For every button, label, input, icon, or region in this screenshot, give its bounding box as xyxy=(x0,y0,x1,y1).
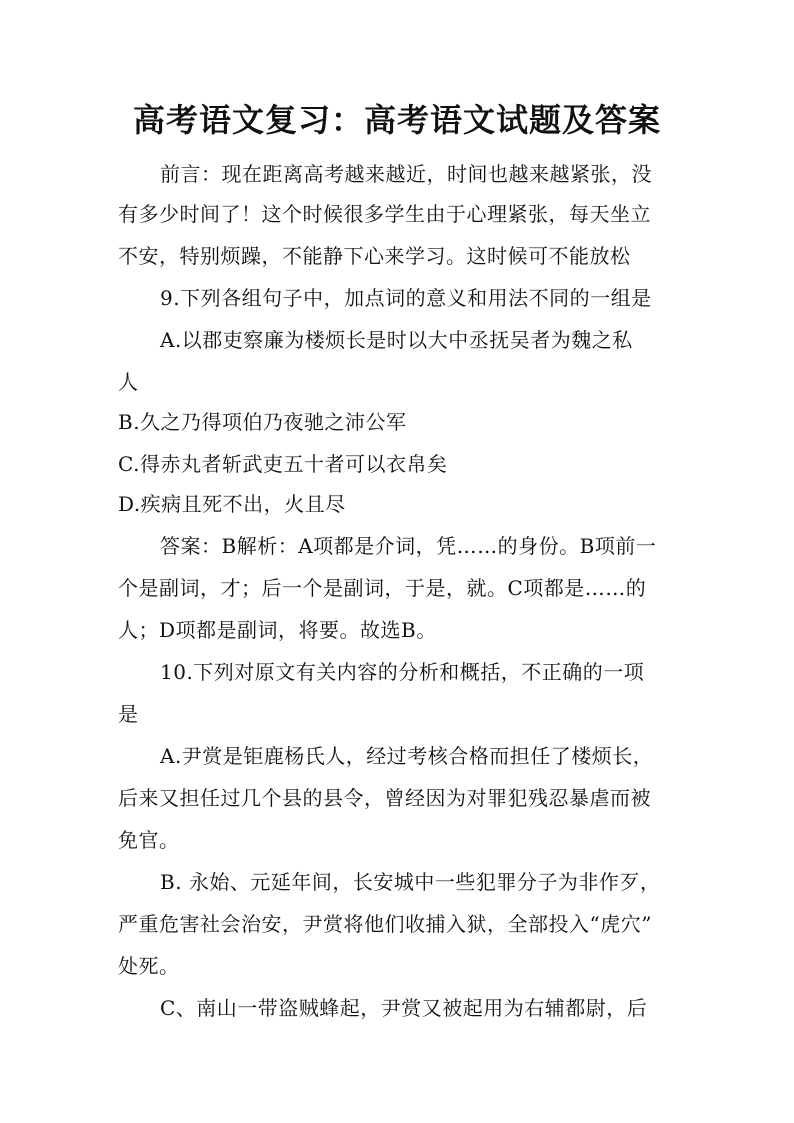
answer-line-2: 个是副词，才；后一个是副词，于是，就。C项都是……的 xyxy=(118,576,647,600)
q10-option-a-line-3: 免官。 xyxy=(118,828,180,852)
q10-option-c-line-1: C、南山一带盗贼蜂起，尹赏又被起用为右辅都尉，后 xyxy=(160,996,648,1020)
option-a-line-2: 人 xyxy=(118,370,139,394)
q10-option-a-line-2: 后来又担任过几个县的县令，曾经因为对罪犯残忍暴虐而被 xyxy=(118,786,651,810)
option-a-line-1: A.以郡吏察廉为楼烦长是时以大中丞抚吴者为魏之私 xyxy=(160,328,633,352)
option-d: D.疾病且死不出，火且尽 xyxy=(118,492,346,516)
question-9: 9.下列各组句子中，加点词的意义和用法不同的一组是 xyxy=(160,286,652,310)
q10-option-a-line-1: A.尹赏是钜鹿杨氏人，经过考核合格而担任了楼烦长， xyxy=(160,744,654,768)
option-b: B.久之乃得项伯乃夜驰之沛公军 xyxy=(118,410,407,434)
q10-option-b-line-3: 处死。 xyxy=(118,954,180,978)
q10-option-b-line-1: B. 永始、元延年间，长安城中一些犯罪分子为非作歹， xyxy=(160,870,661,894)
question-10-line-2: 是 xyxy=(118,702,139,726)
document-title: 高考语文复习：高考语文试题及答案 xyxy=(132,101,661,139)
answer-line-1: 答案：B解析：A项都是介词，凭……的身份。B项前一 xyxy=(160,534,657,558)
answer-line-3: 人；D项都是副词，将要。故选B。 xyxy=(118,618,437,642)
option-c: C.得赤丸者斩武吏五十者可以衣帛矣 xyxy=(118,452,448,476)
intro-line-2: 有多少时间了！这个时候很多学生由于心理紧张，每天坐立 xyxy=(118,202,651,226)
intro-line-1: 前言：现在距离高考越来越近，时间也越来越紧张，没 xyxy=(160,162,652,186)
intro-line-3: 不安，特别烦躁，不能静下心来学习。这时候可不能放松 xyxy=(118,244,631,268)
question-10-line-1: 10.下列对原文有关内容的分析和概括，不正确的一项 xyxy=(160,660,645,684)
q10-option-b-line-2: 严重危害社会治安，尹赏将他们收捕入狱，全部投入“虎穴” xyxy=(118,912,652,936)
